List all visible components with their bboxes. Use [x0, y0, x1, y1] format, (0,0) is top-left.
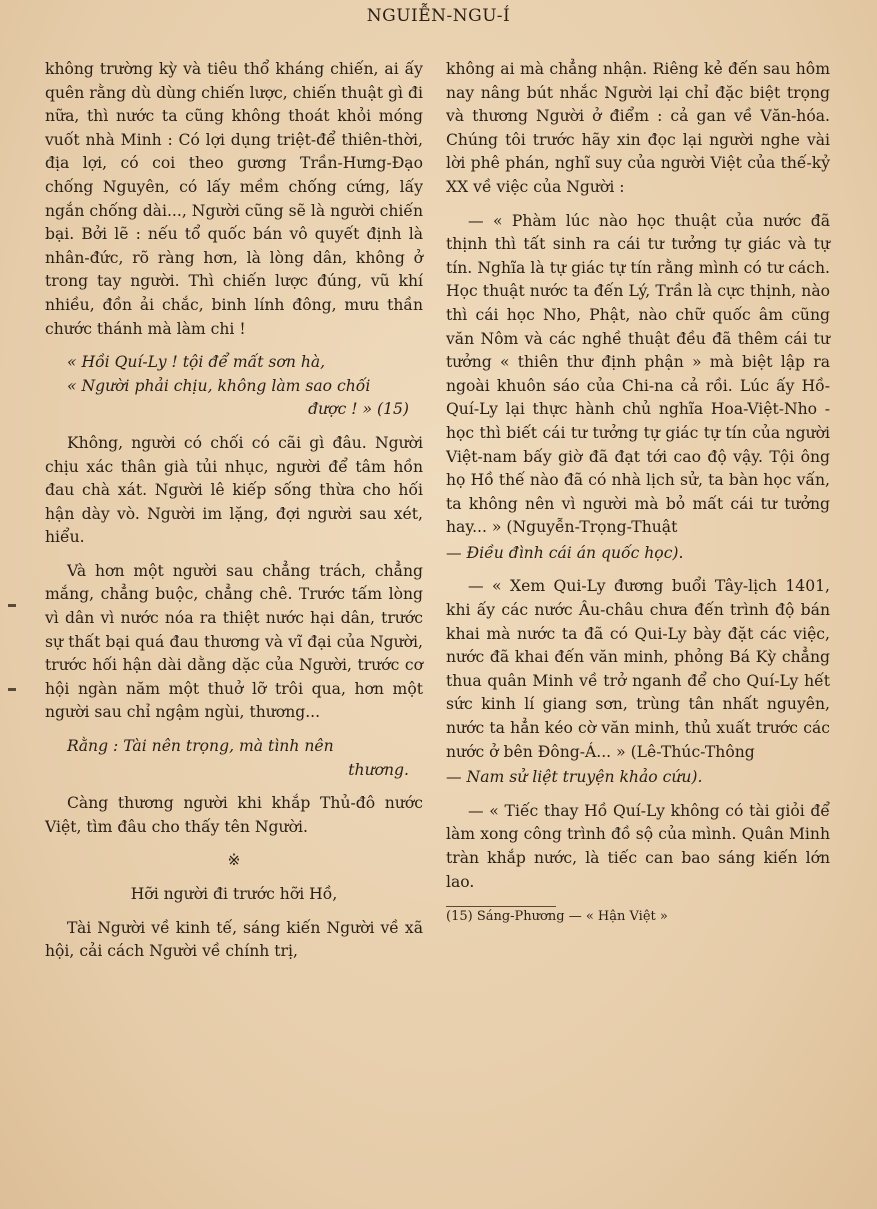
poem-quote-1	[67, 351, 423, 422]
right-paragraph-2: — « Phàm lúc nào học thuật của nước đã thịnh thì tất sinh ra cái tư tưởng tự giác và tự tín. Nghĩa là tự giác tự tín rằng mình có tư cách. Học thuật nước ta đến Lý, Trần là cực thịnh, nào thì cái học Nho, Phật, nào chữ quốc âm cũng văn Nôm và các nghề thuật đều đã thêm cái tư tưởng « thiên thư định phận » mà biệt lập ra ngoài khuôn sáo của Chi-na cả rồi. Lúc ấy Hồ-Quí-Ly lại thực hành chủ nghĩa Hoa-Việt-Nho - học thì biết cái tư tưởng tự giác tự tín của người Việt-nam bấy giờ đã đạt tới cao độ vậy. Tội ông họ Hồ thế nào đã có nhà lịch sử, ta bàn học vấn, ta không nên vì người mà bỏ mất cái tư tưởng hay... » (Nguyễn-Trọng-Thuật	[446, 211, 830, 537]
right-column	[446, 58, 830, 927]
left-paragraph-1: không trường kỳ và tiêu thổ kháng chiến, ai ấy quên rằng dù dùng chiến lược, chiến thuật gì đi nữa, thì nước ta cũng không thoát khỏi móng vuốt nhà Minh : Có lợi dụng triệt-để thiên-thời, địa lợi, có coi theo gương Trần-Hưng-Đạo chống Nguyên, có lấy mềm chống cứng, lấy ngắn chống dài..., Người cũng sẽ là người chiến bại. Bởi lẽ : nếu tổ quốc bán vô quyết định là nhân-đức, rõ ràng hơn, là lòng dân, không ở trong tay người. Thì chiến lược đúng, vũ khí nhiều, đồn ải chắc, binh lính đông, mưu thần chước thánh mà làm chi !	[45, 60, 423, 338]
right-paragraph-3: — « Xem Qui-Ly đương buổi Tây-lịch 1401, khi ấy các nước Âu-châu chưa đến trình độ bán khai mà nước ta đã có Qui-Ly bày đặt các việc, nước đã khai đến văn minh, phỏng Bá Kỳ chẳng thua quân Minh về trở nganh để cho Quí-Ly hết sức kinh lí giang sơn, trùng tân nhất nguyên, nước ta hẳn kéo cờ văn minh, thủ xuất trước các nước ở bên Đông-Á... » (Lê-Thúc-Thông	[446, 577, 830, 761]
left-paragraph-4: Càng thương người khi khắp Thủ-đô nước Việt, tìm đâu cho thấy tên Người.	[45, 794, 423, 836]
poem-line: « Người phải chịu, không làm sao chối	[67, 376, 371, 395]
poem-line: Rằng : Tài nên trọng, mà tình nên	[67, 737, 334, 756]
right-paragraph-4: — « Tiếc thay Hồ Quí-Ly không có tài giỏi để làm xong công trình đồ sộ của mình. Quân Minh tràn khắp nước, là tiếc can bao sáng kiến lớn lao.	[446, 801, 830, 891]
left-column	[45, 58, 423, 974]
citation: — Nam sử liệt truyện khảo cứu).	[446, 768, 703, 787]
left-paragraph-2: Không, người có chối có cãi gì đâu. Người chịu xác thân già tủi nhục, người để tâm hồn đau chà xát. Người lê kiếp sống thừa cho hối hận dày vò. Người im lặng, đợi người sau xét, hiểu.	[45, 433, 423, 547]
citation: — Điều đình cái án quốc học).	[446, 543, 684, 562]
page-header: NGUIỄN-NGU-Í	[366, 6, 511, 26]
footnote: (15) Sáng-Phương — « Hận Việt »	[446, 909, 668, 925]
left-paragraph-5: Tài Người về kinh tế, sáng kiến Người về xã hội, cải cách Người về chính trị,	[45, 918, 423, 961]
poem-line: được ! » (15)	[308, 400, 409, 419]
poem-line: « Hồi Quí-Ly ! tội để mất sơn hà,	[67, 353, 326, 372]
poem-quote-2	[67, 735, 423, 782]
margin-mark	[8, 688, 16, 691]
poem-line: thương.	[348, 760, 409, 779]
right-paragraph-1: không ai mà chẳng nhận. Riêng kẻ đến sau hôm nay nâng bút nhắc Người lại chỉ đặc biệt trọng và thương Người ở điểm : cả gan về Văn-hóa. Chúng tôi trước hãy xin đọc lại người nghe vài lời phê phán, nghĩ suy của người Việt của thế-kỷ XX về việc của Người :	[446, 60, 830, 196]
section-subheading: Hỡi người đi trước hỡi Hồ,	[130, 885, 338, 903]
left-paragraph-3: Và hơn một người sau chẳng trách, chẳng mắng, chẳng buộc, chẳng chê. Trước tấm lòng vì dân vì nước nóa ra thiệt nước hại dân, trước sự thất bại quá đau thương và vĩ đại của Người, trước hối hận dài dằng dặc của Người, trước cơ hội ngàn năm một thuở lỡ trôi qua, hơn một người sau chỉ ngậm ngùi, thương...	[45, 561, 423, 722]
margin-mark	[8, 604, 16, 607]
section-separator: ※	[227, 851, 241, 870]
